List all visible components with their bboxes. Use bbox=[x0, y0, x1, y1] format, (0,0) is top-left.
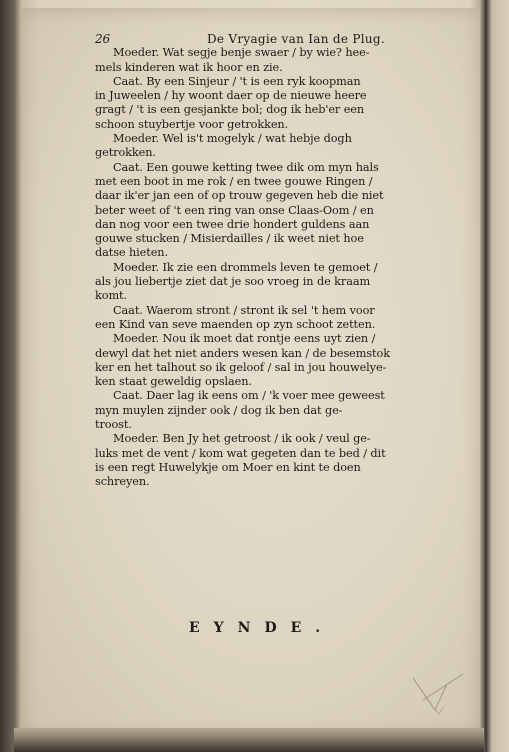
text-line: Caat. Daer lag ik eens om / 'k voer mee geweest bbox=[113, 389, 385, 403]
text-line: ken staat geweldig opslaen. bbox=[95, 375, 252, 389]
text-line: is een regt Huwelykje om Moer en kint te doen bbox=[95, 460, 361, 474]
text-line: luks met de vent / kom wat gegeten dan te bed / dit bbox=[95, 446, 386, 460]
text-line: als jou liebertje ziet dat je soo vroeg in de kraam bbox=[95, 275, 371, 289]
text-line: datse hieten. bbox=[95, 246, 168, 260]
text-line: gragt / 't is een gesjankte bol; dog ik heb'er een bbox=[95, 103, 365, 117]
closing-word: EYNDE. bbox=[189, 620, 335, 636]
text-line: Moeder. Ik zie een drommels leven te gemoet / bbox=[113, 260, 378, 274]
text-line: schoon stuybertje voor getrokken. bbox=[95, 117, 289, 131]
text-line: Moeder. Wat segje benje swaer / by wie? hee- bbox=[113, 46, 370, 60]
text-line: troost. bbox=[95, 418, 132, 432]
page-number: 26 bbox=[95, 32, 111, 46]
text-line: Moeder. Ben Jy het getroost / ik ook / veul ge- bbox=[113, 432, 371, 446]
text-line: mels kinderen wat ik hoor en zie. bbox=[95, 60, 283, 74]
page-header bbox=[95, 32, 385, 46]
text-line: dewyl dat het niet anders wesen kan / de besemstok bbox=[95, 346, 390, 360]
text-line: myn muylen zijnder ook / dog ik ben dat ge- bbox=[95, 403, 343, 417]
text-line: daar ik'er jan een of op trouw gegeven heb die niet bbox=[95, 189, 384, 203]
text-line: ker en het talhout so ik geloof / sal in jou houwelye- bbox=[95, 360, 387, 374]
text-line: beter weet of 't een ring van onse Claas-Oom / en bbox=[95, 203, 374, 217]
text-line: Moeder. Nou ik moet dat rontje eens uyt zien / bbox=[113, 332, 376, 346]
text-line: schreyen. bbox=[95, 475, 150, 489]
pencil-mark-icon bbox=[405, 670, 469, 718]
text-line: met een boot in me rok / en twee gouwe Ringen / bbox=[95, 174, 373, 188]
text-line: Moeder. Wel is't mogelyk / wat hebje dogh bbox=[113, 132, 352, 146]
text-line: gouwe stucken / Misierdailles / ik weet niet hoe bbox=[95, 232, 364, 246]
dialogue-lines bbox=[95, 46, 463, 489]
text-line: Caat. Een gouwe ketting twee dik om myn hals bbox=[113, 160, 379, 174]
text-line: een Kind van seve maenden op zyn schoot zetten. bbox=[95, 317, 376, 331]
text-line: in Juweelen / hy woont daer op de nieuwe heere bbox=[95, 89, 367, 103]
page-edge bbox=[14, 728, 484, 752]
text-line: komt. bbox=[95, 289, 127, 303]
text-line: getrokken. bbox=[95, 146, 156, 160]
text-line: Caat. Waerom stront / stront ik sel 't hem voor bbox=[113, 303, 375, 317]
page-text bbox=[95, 32, 463, 490]
running-title: De Vryagie van Ian de Plug. bbox=[206, 32, 385, 46]
text-line: Caat. By een Sinjeur / 't is een ryk koopman bbox=[113, 74, 361, 88]
text-line: dan nog voor een twee drie hondert guldens aan bbox=[95, 217, 370, 231]
